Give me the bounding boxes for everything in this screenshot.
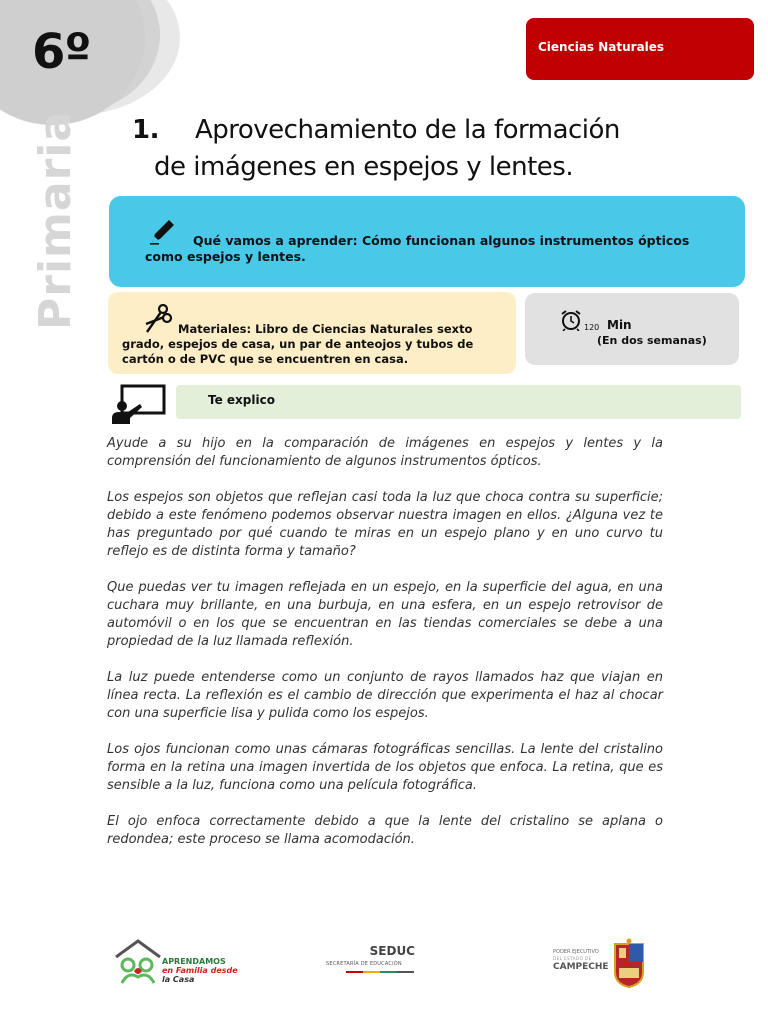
seduc-logo — [326, 944, 421, 980]
time-amount: 120 — [584, 323, 600, 332]
paragraph-5: Los ojos funcionan como unas cámaras fotográficas sencillas. La lente del cristalino forma en la retina una imagen invertida de los objetos que enfoca. La retina, que es sensible a la luz, funciona como una película fotográfica. — [107, 742, 663, 793]
aprendamos-line3: la Casa — [162, 975, 195, 984]
lesson-number: 1. — [132, 115, 159, 145]
learn-text — [145, 233, 725, 265]
lesson-title — [132, 112, 692, 186]
seduc-name: SEDUC — [369, 944, 415, 958]
learn-text-lead: Qué vamos a aprender: Cómo funcionan algunos instrumentos ópticos — [193, 233, 690, 248]
learn-text-rest: como espejos y lentes. — [145, 249, 306, 264]
level-label: Primaria — [30, 110, 81, 330]
aprendamos-logo — [112, 937, 252, 989]
materials-text — [122, 322, 502, 367]
paragraph-2: Los espejos son objetos que reflejan casi toda la luz que choca contra su superficie; debido a este fenómeno podemos observar nuestra imagen en ellos. ¿Alguna vez te has preguntado por qué cuando te miras en un espejo plano y en uno curvo tu reflejo es de distinta forma y tamaño? — [107, 490, 663, 559]
paragraph-4: La luz puede entenderse como un conjunto de rayos llamados haz que viajan en línea recta. La reflexión es el cambio de dirección que experimenta el haz al chocar con una superficie lisa y pulida como los espejos. — [107, 670, 663, 721]
lesson-title-line1: Aprovechamiento de la formación — [194, 115, 620, 145]
materials-text-rest: grado, espejos de casa, un par de anteojos y tubos de cartón o de PVC que se encuentren en casa. — [122, 337, 474, 366]
aprendamos-line1: APRENDAMOS — [162, 957, 226, 966]
explain-label: Te explico — [208, 393, 275, 407]
campeche-coat-of-arms-icon — [612, 938, 646, 988]
seduc-full-name: SECRETARÍA DE EDUCACIÓN — [326, 961, 402, 967]
lesson-title-line2: de imágenes en espejos y lentes. — [154, 152, 574, 182]
grade-label: 6º — [32, 24, 91, 80]
seduc-color-bar — [346, 971, 414, 973]
subject-badge: Ciencias Naturales — [526, 18, 754, 80]
campeche-line2: DEL ESTADO DE — [553, 956, 592, 961]
paragraph-1: Ayude a su hijo en la comparación de imágenes en espejos y lentes y la comprensión del funcionamiento de algunos instrumentos ópticos. — [107, 436, 663, 469]
paragraph-6: El ojo enfoca correctamente debido a que la lente del cristalino se aplana o redondea; este proceso se llama acomodación. — [107, 814, 663, 847]
teacher-board-icon — [110, 384, 168, 426]
time-box — [525, 293, 739, 365]
materials-text-lead: Materiales: Libro de Ciencias Naturales sexto — [178, 322, 473, 336]
house-icon — [112, 937, 164, 987]
campeche-line3: CAMPECHE — [553, 962, 609, 972]
body-text — [107, 435, 663, 867]
aprendamos-line2: en Familia desde — [162, 966, 238, 975]
time-unit: Min — [607, 318, 632, 332]
campeche-line1: PODER EJECUTIVO — [553, 949, 599, 955]
campeche-logo — [550, 938, 646, 988]
paragraph-3: Que puedas ver tu imagen reflejada en un espejo, en la superficie del agua, en una cuchara muy brillante, en una burbuja, en una esfera, en un espejo retrovisor de automóvil o en los que se encuentran en las tiendas comerciales se debe a una propiedad de la luz llamada reflexión. — [107, 580, 663, 649]
time-note: (En dos semanas) — [597, 334, 707, 347]
alarm-clock-icon — [560, 309, 582, 331]
